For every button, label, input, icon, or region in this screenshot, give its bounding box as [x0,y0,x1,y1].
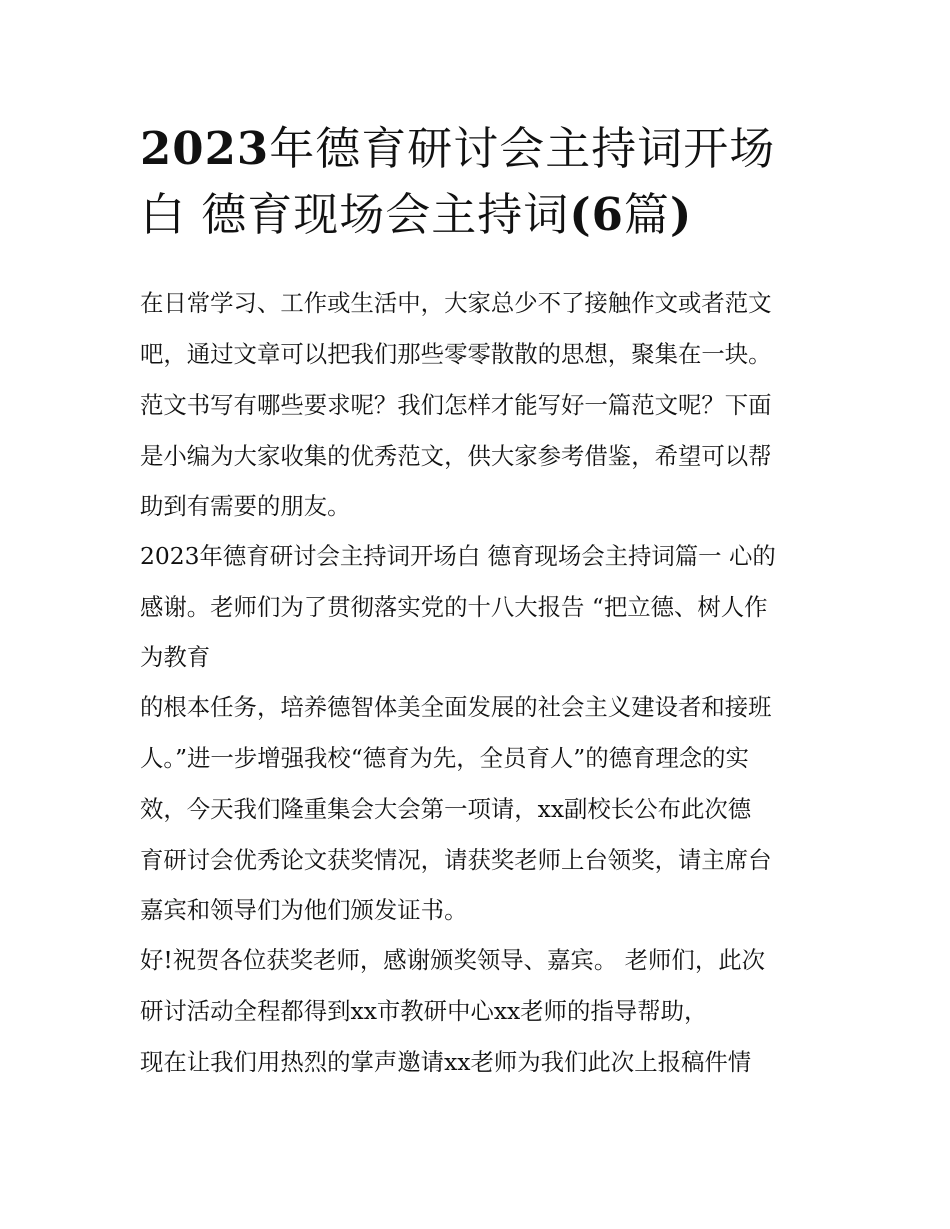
text-line: 在日常学习、工作或生活中，大家总少不了接触作文或者范文 [140,289,772,317]
text-line: 好!祝贺各位获奖老师，感谢颁奖领导、嘉宾。 老师们，此次 [140,946,765,974]
text-line: 是小编为大家收集的优秀范文，供大家参考借鉴，希望可以帮 [140,442,772,470]
text-line: 为教育 [140,643,211,671]
title-line-2: 白 德育现场会主持词(6篇) [140,188,693,241]
text-line: 2023年德育研讨会主持词开场白 德育现场会主持词篇一 心的 [140,542,776,570]
document-title [140,116,830,248]
text-line: 现在让我们用热烈的掌声邀请xx老师为我们此次上报稿件情 [140,1048,752,1076]
text-line: 研讨活动全程都得到xx市教研中心xx老师的指导帮助， [140,997,708,1025]
text-line: 范文书写有哪些要求呢？我们怎样才能写好一篇范文呢？下面 [140,391,772,419]
document-body [140,278,830,1088]
text-line: 的根本任务，培养德智体美全面发展的社会主义建设者和接班 [140,693,772,721]
text-line: 效，今天我们隆重集会大会第一项请，xx副校长公布此次德 [140,795,752,823]
text-line: 嘉宾和领导们为他们颁发证书。 [140,896,468,924]
text-line: 助到有需要的朋友。 [140,492,351,520]
text-line: 感谢。老师们为了贯彻落实党的十八大报告 “把立德、树人作 [140,593,768,621]
text-line: 育研讨会优秀论文获奖情况，请获奖老师上台领奖，请主席台 [140,846,772,874]
text-line: 人。”进一步增强我校“德育为先，全员育人”的德育理念的实 [140,744,749,772]
text-line: 吧，通过文章可以把我们那些零零散散的思想，聚集在一块。 [140,340,772,368]
title-line-1: 2023年德育研讨会主持词开场 [140,122,776,175]
